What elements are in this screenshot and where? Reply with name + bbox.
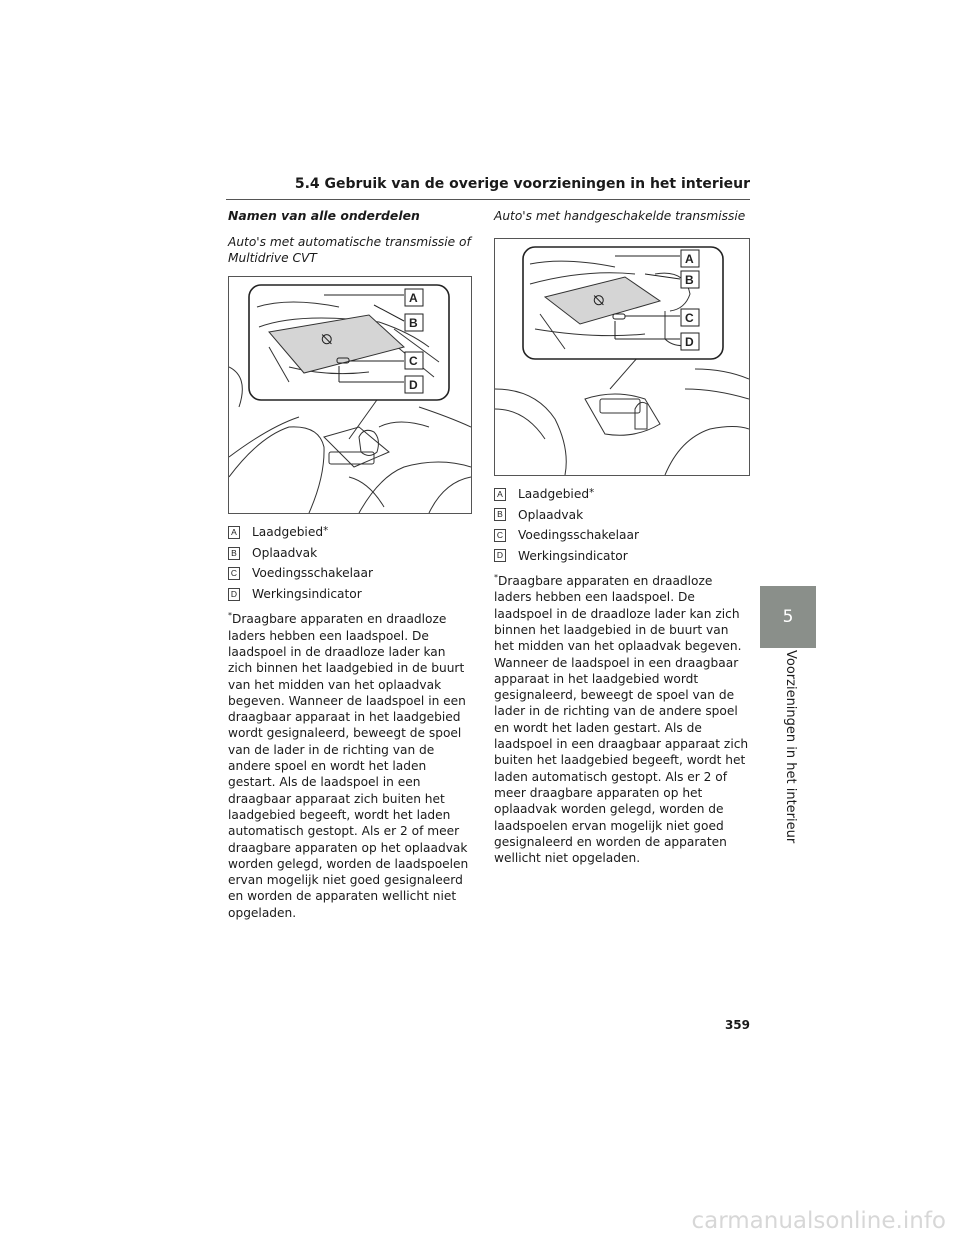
legend-label: Voedingsschakelaar <box>518 528 639 543</box>
legend-letter: D <box>494 549 506 562</box>
wireless-charger-illustration-at <box>229 277 471 513</box>
legend-label: Laadgebied <box>252 525 324 540</box>
right-column <box>494 208 752 866</box>
legend-item <box>228 584 472 605</box>
page-number: 359 <box>724 1018 750 1032</box>
right-legend <box>494 484 752 566</box>
section-title: Namen van alle onderdelen <box>228 208 420 223</box>
legend-item <box>494 546 752 567</box>
legend-label: Oplaadvak <box>518 507 584 522</box>
legend-label: Werkingsindicator <box>518 548 628 563</box>
figure-label-b: B <box>409 316 418 331</box>
legend-letter: A <box>494 488 506 501</box>
left-figure-subtitle: Auto's met automatische transmissie of Multidrive CVT <box>228 235 471 266</box>
watermark: carmanualsonline.info <box>691 1208 946 1234</box>
figure-label-b: B <box>685 273 694 287</box>
legend-letter: C <box>228 567 240 580</box>
right-figure <box>494 238 750 476</box>
legend-item <box>228 543 472 564</box>
legend-item <box>228 563 472 584</box>
footnote: *Draagbare apparaten en draadloze laders hebben een laadspoel. De laadspoel in de draadloze lader kan zich binnen het laadgebied in de buurt van het midden van het oplaadvak begeven. Wanneer de laadspoel in een draagbaar apparaat in het laadgebied wordt gesignaleerd, beweegt de spoel van de lader in de richting van de andere spoel en wordt het laden gestart. Als de laadspoel in een draagbaar apparaat zich buiten het laadgebied begeeft, wordt het laden automatisch gestopt. Als er 2 of meer draagbare apparaten op het oplaadvak worden gelegd, worden de laadspoelen ervan mogelijk niet goed gesignaleerd en worden de apparaten wellicht niet opgeladen. <box>228 611 469 920</box>
header-rule <box>226 199 750 200</box>
right-figure-subtitle: Auto's met handgeschakelde transmissie <box>494 209 746 223</box>
legend-label: Werkingsindicator <box>252 586 362 601</box>
legend-item <box>494 484 752 505</box>
legend-letter: D <box>228 588 240 601</box>
figure-label-c: C <box>409 354 418 369</box>
legend-letter: B <box>228 547 240 560</box>
legend-item <box>494 505 752 526</box>
left-column <box>228 208 472 921</box>
chapter-tab: 5 <box>760 586 816 648</box>
wireless-charger-illustration-mt <box>495 239 749 475</box>
legend-star: * <box>589 488 595 500</box>
legend-label: Laadgebied <box>518 487 590 502</box>
legend-label: Oplaadvak <box>252 545 318 560</box>
left-legend <box>228 522 472 604</box>
svg-text:⦰: ⦰ <box>593 293 605 309</box>
chapter-tab-title: Voorzieningen in het interieur <box>783 650 798 844</box>
legend-letter: B <box>494 508 506 521</box>
figure-label-a: A <box>685 252 694 266</box>
figure-label-d: D <box>685 335 694 349</box>
figure-label-c: C <box>685 311 694 325</box>
figure-label-d: D <box>409 378 418 393</box>
footnote: *Draagbare apparaten en draadloze laders hebben een laadspoel. De laadspoel in de draadloze lader kan zich binnen het laadgebied in de buurt van het midden van het oplaadvak begeven. Wanneer de laadspoel in een draagbaar apparaat in het laadgebied wordt gesignaleerd, beweegt de spoel van de lader in de richting van de andere spoel en wordt het laden gestart. Als de laadspoel in een draagbaar apparaat zich buiten het laadgebied begeeft, wordt het laden automatisch gestopt. Als er 2 of meer draagbare apparaten op het oplaadvak worden gelegd, worden de laadspoelen ervan mogelijk niet goed gesignaleerd en worden de apparaten wellicht niet opgeladen. <box>494 573 749 866</box>
legend-label: Voedingsschakelaar <box>252 566 373 581</box>
svg-text:⦰: ⦰ <box>321 332 333 349</box>
legend-letter: A <box>228 526 240 539</box>
left-figure <box>228 276 472 514</box>
legend-letter: C <box>494 529 506 542</box>
legend-star: * <box>323 526 329 538</box>
legend-item <box>228 522 472 543</box>
figure-label-a: A <box>409 291 418 306</box>
legend-item <box>494 525 752 546</box>
running-header: 5.4 Gebruik van de overige voorzieningen in het interieur <box>294 176 750 192</box>
